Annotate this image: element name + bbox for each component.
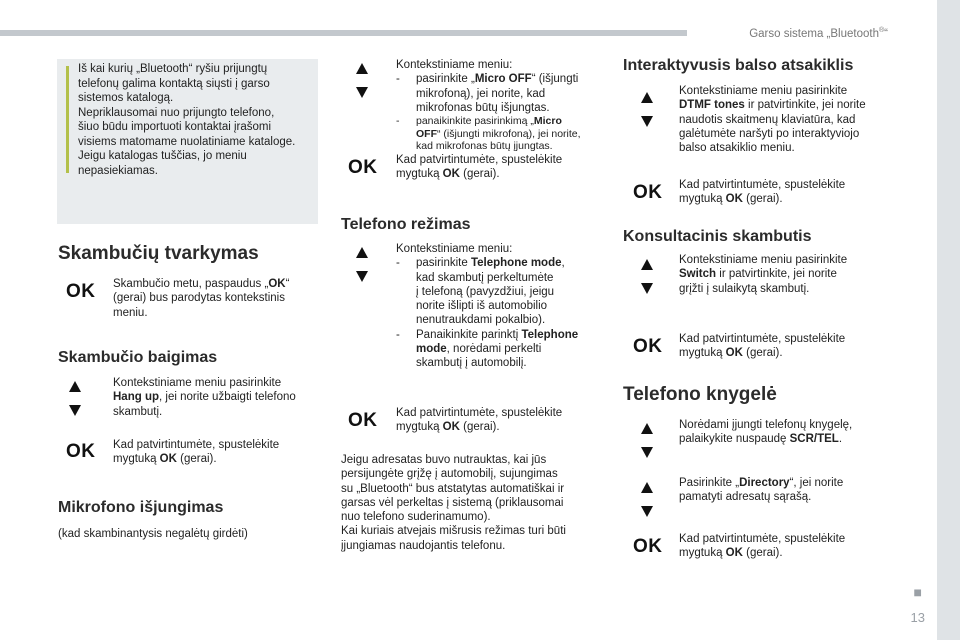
phone-mode-menu: Kontekstiniame meniu: - pasirinkite Telephone mode, kad skambutį perkeltumėte į telefoną (pavyzdžiui, jeigu norite išlipti iš automobilio nenutraukdami pokalbio). - Panaikinkite parinktį Telephone mode, norėdami perkelti skambutį į automobilį. (396, 243, 579, 370)
info-icon (66, 66, 69, 173)
side-tab (937, 0, 960, 640)
phonebook-confirm: Kad patvirtintumėte, spustelėkite mygtuką OK (gerai). (679, 533, 846, 560)
consult-call-title: Konsultacinis skambutis (623, 228, 812, 245)
phone-mode-title: Telefono režimas (341, 216, 471, 233)
ok-icon: OK (66, 281, 96, 302)
ok-icon: OK (633, 336, 663, 357)
up-down-arrows-icon (355, 63, 369, 101)
page-marker: ■ (913, 584, 922, 600)
consult-call-confirm: Kad patvirtintumėte, spustelėkite mygtuką OK (gerai). (679, 333, 846, 360)
directory-text: Pasirinkite „Directory“, jei norite pamatyti adresatų sąrašą. (679, 477, 844, 504)
up-down-arrows-icon (68, 381, 82, 419)
end-call-confirm: Kad patvirtintumėte, spustelėkite mygtuką OK (gerai). (113, 439, 280, 466)
call-management-title: Skambučių tvarkymas (58, 243, 259, 264)
ok-icon: OK (348, 410, 378, 431)
mic-confirm: Kad patvirtintumėte, spustelėkite mygtuką OK (gerai). (396, 154, 563, 181)
up-down-arrows-icon (640, 92, 654, 130)
consult-call-text: Kontekstiniame meniu pasirinkite Switch ir patvirtinkite, jei norite grįžti į sulaikytą skambutį. (679, 254, 848, 295)
reconnect-paragraph: Jeigu adresatas buvo nutrauktas, kai jūs persijungėte grįžę į automobilį, sujungimas su „Bluetooth“ bus atstatytas automatiškai ir garsas vėl perkeltas į sistemą (priklausomai nuo telefono suderinamumo). Kai kuriais atvejais mišrusis režimas turi būti įjungiamas naudojantis telefonu. (341, 454, 566, 552)
ok-icon: OK (348, 157, 378, 178)
ok-icon: OK (66, 441, 96, 462)
ok-icon: OK (633, 182, 663, 203)
call-management-text: Skambučio metu, paspaudus „OK“ (gerai) bus parodytas kontekstinis meniu. (113, 278, 290, 319)
up-down-arrows-icon (640, 482, 654, 520)
phonebook-title: Telefono knygelė (623, 384, 777, 405)
end-call-text: Kontekstiniame meniu pasirinkite Hang up, jei norite užbaigti telefono skambutį. (113, 377, 296, 418)
end-call-title: Skambučio baigimas (58, 349, 218, 366)
phonebook-text: Norėdami įjungti telefonų knygelę, palaikykite nuspaudę SCR/TEL. (679, 419, 853, 446)
phone-mode-confirm: Kad patvirtintumėte, spustelėkite mygtuką OK (gerai). (396, 407, 563, 434)
up-down-arrows-icon (640, 259, 654, 297)
mic-context-menu: Kontekstiniame meniu: - pasirinkite „Micro OFF“ (išjungti mikrofoną), jei norite, kad mikrofonas būtų išjungtas. - panaikinkite pasirinkimą „Micro OFF“ (išjungti mikrofoną), jei norite, kad mikrofonas būtų įjungtas. (396, 59, 581, 153)
up-down-arrows-icon (640, 423, 654, 461)
running-header: Garso sistema „Bluetooth®“ (749, 27, 888, 40)
voicemail-title: Interaktyvusis balso atsakiklis (623, 57, 854, 74)
page-number: 13 (910, 610, 925, 625)
header-rule (0, 30, 687, 36)
ok-icon: OK (633, 536, 663, 557)
info-text: Iš kai kurių „Bluetooth“ ryšiu prijungtų telefonų galima kontaktą siųsti į garso sistemos katalogą. Nepriklausomai nuo prijungto telefono, šiuo būdu importuoti kontaktai įrašomi visiems matomame nuolatiniame kataloge. Jeigu katalogas tuščias, jo meniu nepasiekiamas. (78, 63, 296, 177)
mic-off-note: (kad skambinantysis negalėtų girdėti) (58, 528, 248, 540)
mic-off-title: Mikrofono išjungimas (58, 499, 224, 516)
up-down-arrows-icon (355, 247, 369, 285)
voicemail-confirm: Kad patvirtintumėte, spustelėkite mygtuką OK (gerai). (679, 179, 846, 206)
voicemail-text: Kontekstiniame meniu pasirinkite DTMF tones ir patvirtinkite, jei norite naudotis skaitmenų klaviatūra, kad galėtumėte naršyti po interaktyviojo balso atsakiklio meniu. (679, 85, 866, 155)
